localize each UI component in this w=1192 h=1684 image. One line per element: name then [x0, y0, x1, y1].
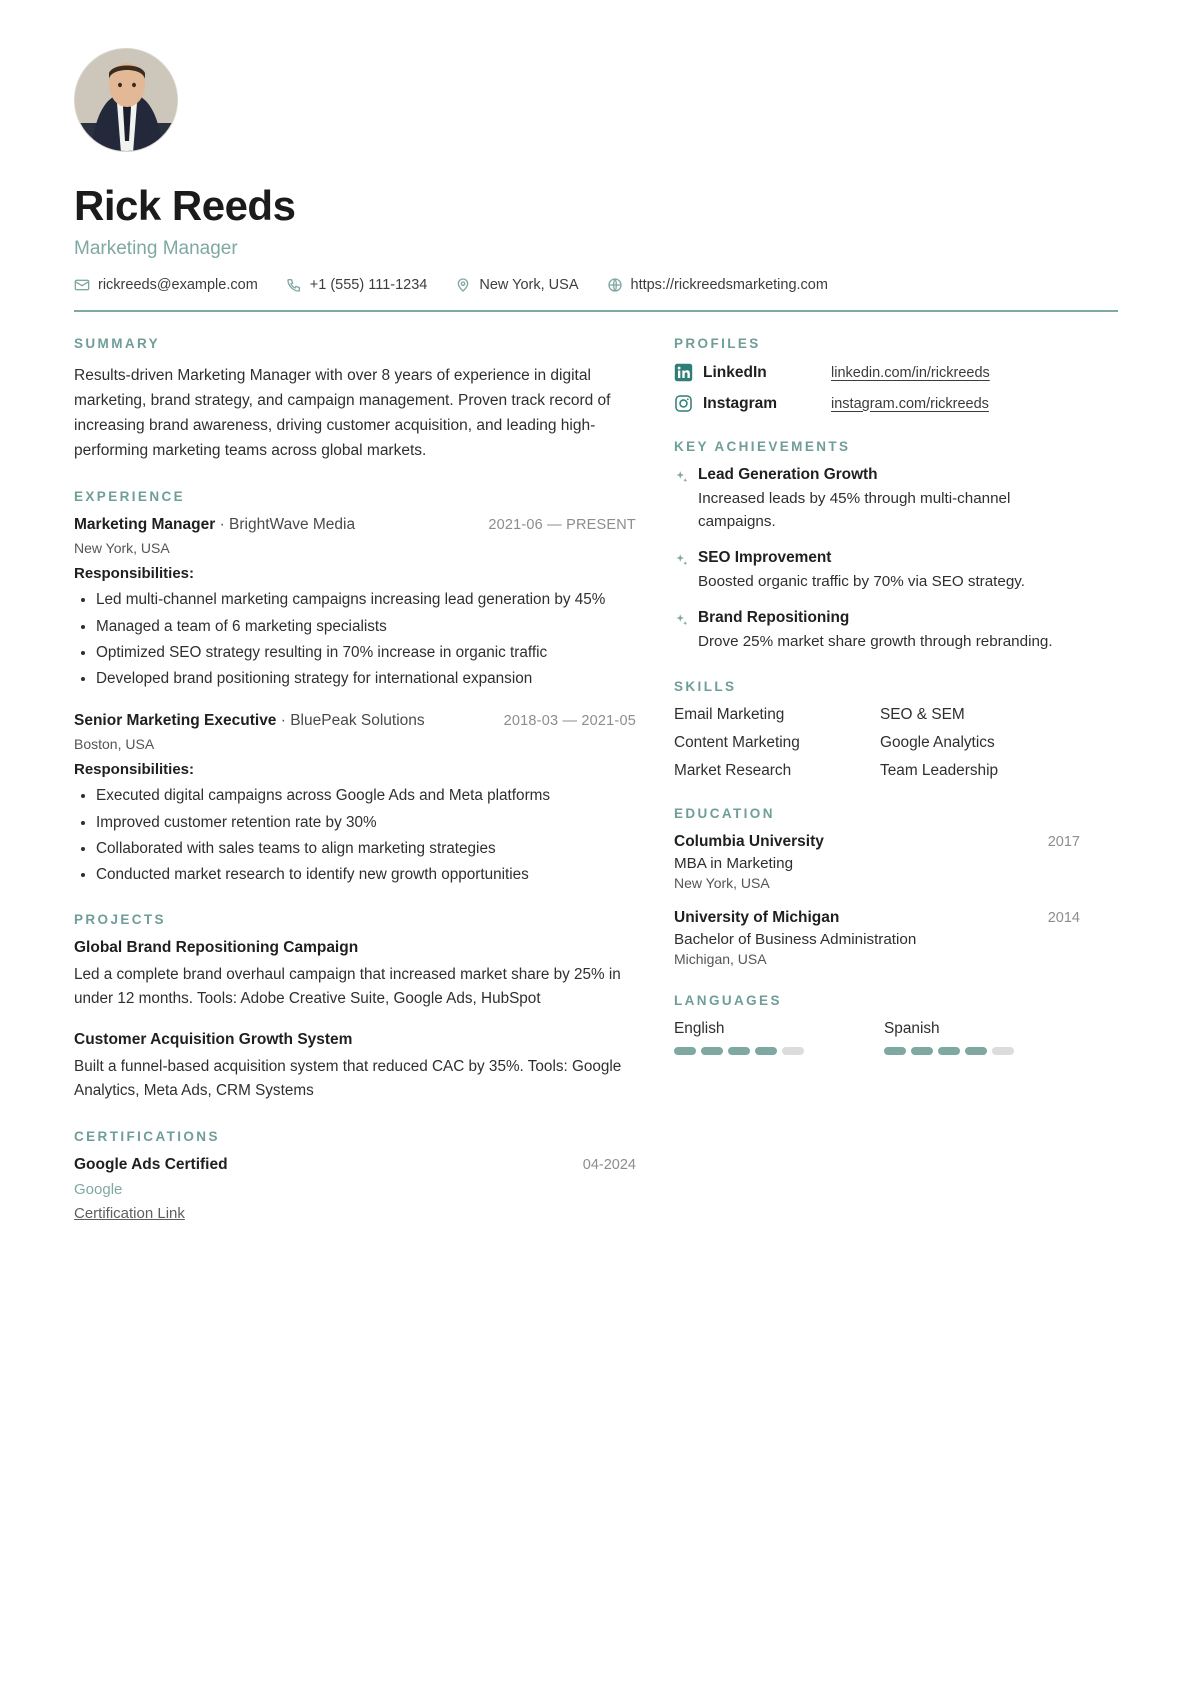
- instagram-icon: [674, 394, 693, 413]
- achievement-title: SEO Improvement: [698, 549, 832, 567]
- language-item: [884, 1020, 1080, 1055]
- level-dot: [755, 1047, 777, 1055]
- language-level-dots: [884, 1047, 1080, 1055]
- contact-phone-text: +1 (555) 111-1234: [309, 277, 428, 293]
- experience-item: [74, 516, 636, 690]
- education-school: University of Michigan: [674, 909, 840, 927]
- linkedin-icon: [674, 363, 693, 382]
- achievement-item: [674, 466, 1080, 533]
- contact-website-text: https://rickreedsmarketing.com: [630, 277, 828, 293]
- profile-item-instagram[interactable]: [674, 394, 1080, 413]
- list-item: • Led multi-channel marketing campaigns increasing lead generation by 45%: [96, 588, 636, 611]
- level-dot: [674, 1047, 696, 1055]
- level-dot: [701, 1047, 723, 1055]
- skill-item: Market Research: [674, 762, 792, 780]
- education-school: Columbia University: [674, 833, 824, 851]
- responsibilities-label: Responsibilities:: [74, 565, 195, 583]
- avatar-photo: [75, 49, 178, 152]
- list-item: • Collaborated with sales teams to align marketing strategies: [96, 837, 636, 860]
- achievement-item: [674, 549, 1080, 593]
- education-item: [674, 833, 1080, 891]
- section-projects: [74, 912, 636, 1102]
- mail-icon: [74, 277, 90, 293]
- profile-url[interactable]: instagram.com/rickreeds: [831, 395, 989, 412]
- skill-item: Content Marketing: [674, 734, 800, 752]
- skills-title: SKILLS: [674, 679, 737, 695]
- education-title: EDUCATION: [674, 806, 775, 822]
- contact-row: [74, 277, 1118, 293]
- section-certifications: [74, 1129, 636, 1223]
- resume-body: [74, 336, 1118, 1249]
- level-dot: [782, 1047, 804, 1055]
- achievement-item: [674, 609, 1080, 653]
- contact-phone[interactable]: [286, 277, 428, 293]
- level-dot: [992, 1047, 1014, 1055]
- experience-bullets: [74, 784, 636, 886]
- experience-item: [74, 712, 636, 886]
- experience-dates: 2018-03 — 2021-05: [503, 713, 636, 730]
- left-column: [74, 336, 674, 1249]
- section-profiles: [674, 336, 1080, 413]
- project-item: [74, 939, 636, 1011]
- contact-location-text: New York, USA: [479, 277, 579, 293]
- level-dot: [965, 1047, 987, 1055]
- education-degree: Bachelor of Business Administration: [674, 931, 917, 949]
- list-item: • Executed digital campaigns across Google Ads and Meta platforms: [96, 784, 636, 807]
- languages-title: LANGUAGES: [674, 993, 782, 1009]
- level-dot: [911, 1047, 933, 1055]
- phone-icon: [286, 277, 302, 293]
- achievement-description: Drove 25% market share growth through rebranding.: [698, 633, 1053, 651]
- summary-title: SUMMARY: [74, 336, 161, 351]
- education-header: [674, 833, 1080, 851]
- sparkle-icon: [674, 470, 689, 485]
- section-summary: [74, 336, 636, 463]
- achievement-title: Brand Repositioning: [698, 609, 850, 627]
- profile-url[interactable]: linkedin.com/in/rickreeds: [831, 364, 990, 381]
- education-item: [674, 909, 1080, 967]
- skill-item: SEO & SEM: [880, 706, 965, 724]
- skill-item: Google Analytics: [880, 734, 995, 752]
- profile-network-name: LinkedIn: [703, 363, 767, 381]
- experience-bullets: [74, 588, 636, 690]
- job-role-subtitle: Marketing Manager: [74, 238, 238, 259]
- experience-dates: 2021-06 — PRESENT: [488, 517, 636, 534]
- achievement-title: Lead Generation Growth: [698, 466, 878, 483]
- language-item: [674, 1020, 870, 1055]
- experience-location: Boston, USA: [74, 736, 155, 753]
- resume-header: [74, 38, 1118, 312]
- level-dot: [938, 1047, 960, 1055]
- sparkle-icon: [674, 613, 689, 628]
- experience-location: New York, USA: [74, 540, 170, 557]
- profile-network-name: Instagram: [703, 394, 778, 412]
- achievement-description: Increased leads by 45% through multi-channel campaigns.: [698, 490, 1011, 531]
- certifications-title: CERTIFICATIONS: [74, 1128, 220, 1144]
- experience-company: · BrightWave Media: [219, 516, 356, 534]
- education-degree: MBA in Marketing: [674, 855, 794, 873]
- section-achievements: [674, 439, 1080, 653]
- section-education: [674, 806, 1080, 967]
- project-name: Global Brand Repositioning Campaign: [74, 939, 359, 957]
- language-level-dots: [674, 1047, 870, 1055]
- contact-email-text: rickreeds@example.com: [98, 277, 258, 293]
- section-languages: [674, 993, 1080, 1055]
- sparkle-icon: [674, 553, 689, 568]
- avatar: [74, 48, 178, 152]
- globe-icon: [607, 277, 623, 293]
- page-title: Rick Reeds: [74, 182, 296, 229]
- list-item: • Improved customer retention rate by 30%: [96, 811, 636, 834]
- contact-website[interactable]: [607, 277, 828, 293]
- projects-title: PROJECTS: [74, 912, 166, 928]
- level-dot: [884, 1047, 906, 1055]
- list-item: • Managed a team of 6 marketing specialists: [96, 615, 636, 638]
- experience-job-title: Marketing Manager: [74, 516, 216, 534]
- location-icon: [455, 277, 471, 293]
- project-description: Led a complete brand overhaul campaign that increased market share by 25% in under 12 months. Tools: Adobe Creative Suite, Google Ads, HubSpot: [74, 966, 621, 1008]
- experience-title: EXPERIENCE: [74, 489, 186, 505]
- project-description: Built a funnel-based acquisition system that reduced CAC by 35%. Tools: Google Analytics, Meta Ads, CRM Systems: [74, 1058, 622, 1100]
- experience-header: [74, 712, 636, 730]
- education-location: New York, USA: [674, 875, 770, 892]
- list-item: • Conducted market research to identify new growth opportunities: [96, 863, 636, 886]
- certification-link[interactable]: Certification Link: [74, 1204, 185, 1222]
- certification-item: [74, 1156, 636, 1223]
- profiles-title: PROFILES: [674, 336, 761, 351]
- skill-item: Email Marketing: [674, 706, 785, 724]
- experience-header: [74, 516, 636, 534]
- education-location: Michigan, USA: [674, 951, 767, 968]
- profile-item-linkedin[interactable]: [674, 363, 1080, 382]
- project-name: Customer Acquisition Growth System: [74, 1031, 353, 1049]
- skills-grid: [674, 706, 1080, 780]
- contact-location: [455, 277, 578, 293]
- level-dot: [728, 1047, 750, 1055]
- section-skills: [674, 679, 1080, 780]
- achievements-title: KEY ACHIEVEMENTS: [674, 439, 851, 454]
- list-item: • Developed brand positioning strategy for international expansion: [96, 667, 636, 690]
- header-divider: [74, 310, 1118, 312]
- language-name: English: [674, 1020, 725, 1038]
- skill-item: Team Leadership: [880, 762, 999, 780]
- list-item: • Optimized SEO strategy resulting in 70% increase in organic traffic: [96, 641, 636, 664]
- language-name: Spanish: [884, 1020, 940, 1038]
- certification-issuer: Google: [74, 1180, 123, 1198]
- education-header: [674, 909, 1080, 927]
- summary-text: Results-driven Marketing Manager with over 8 years of experience in digital marketing, brand strategy, and campaign management. Proven track record of increasing brand awareness, driving customer acquisition, and leading high-performing marketing teams across global markets.: [74, 367, 611, 460]
- right-column: [674, 336, 1080, 1249]
- project-item: [74, 1031, 636, 1103]
- responsibilities-label: Responsibilities:: [74, 761, 195, 779]
- languages-grid: [674, 1020, 1080, 1055]
- achievement-description: Boosted organic traffic by 70% via SEO strategy.: [698, 573, 1025, 591]
- section-experience: [74, 489, 636, 886]
- experience-company: · BluePeak Solutions: [280, 712, 425, 730]
- education-year: 2017: [1047, 834, 1080, 851]
- contact-email[interactable]: [74, 277, 258, 293]
- education-year: 2014: [1047, 910, 1080, 927]
- certification-date: 04-2024: [582, 1156, 636, 1173]
- certification-header: [74, 1156, 636, 1174]
- certification-name: Google Ads Certified: [74, 1155, 228, 1173]
- experience-job-title: Senior Marketing Executive: [74, 712, 277, 730]
